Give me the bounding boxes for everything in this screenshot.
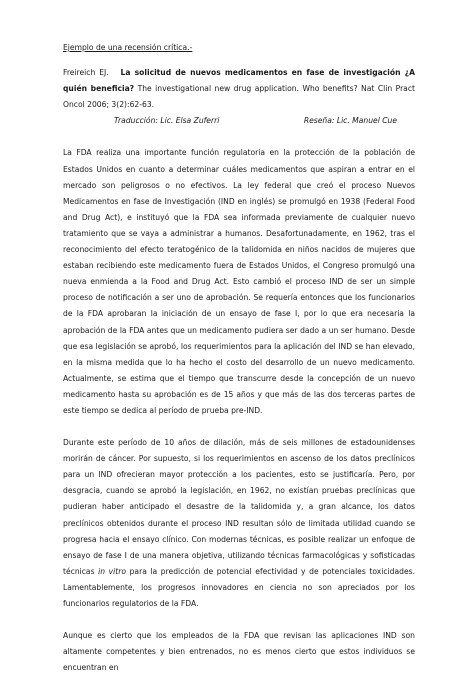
paragraph-2-italic: in vitro (98, 566, 126, 576)
citation (63, 65, 415, 113)
paragraph-2 (63, 435, 415, 612)
citation-author: Freireich EJ. (63, 68, 109, 78)
document-page (63, 40, 415, 676)
paragraph-2-text-b: para la predicción de potencial efectividad y de potenciales toxicidades. Lamentablemente, los progresos innovadores en ciencia no son apreciados por los funcionarios regulatorios de la FDA. (63, 566, 416, 608)
citation-reference: The investigational new drug application. Who benefits? Nat Clin Pract Oncol 2006; 3(2):62-63. (63, 84, 415, 110)
document-heading: Ejemplo de una recensión crítica.- (63, 43, 193, 52)
paragraph-3: Aunque es cierto que los empleados de la FDA que revisan las aplicaciones IND son altamente competentes y bien entrenados, no es menos cierto que estos individuos se encuentran en (63, 631, 415, 673)
review-credit: Reseña: Lic. Manuel Cue (303, 116, 397, 126)
citation-title: La solicitud de nuevos medicamentos en fase de investigación ¿A quién beneficia? (63, 68, 415, 94)
paragraph-2-text-a: Durante este período de 10 años de dilación, más de seis millones de estadounidenses morirán de cáncer. Por supuesto, si los requerimientos en ascenso de los datos preclínicos para un IND ofrecieran mayor protección a los pacientes, esto se justificaría. Pero, por desgracia, cuando se aprobó la legislación, en 1962, no existían pruebas preclínicas que pudieran haber anticipado el desastre de la talidomida y, a gran alcance, los datos preclínicos obtenidos durante el proceso IND resultan sólo de limitada utilidad cuando se progresa hacia el ensayo clínico. Con modernas técnicas, es posible realizar un enfoque de ensayo de fase I de una manera objetiva, utilizando técnicas farmacológicas y sofisticadas técnicas (63, 438, 415, 576)
paragraph-1: La FDA realiza una importante función regulatoria en la protección de la población de Estados Unidos en cuanto a determinar cuáles medicamentos que aspiran a entrar en el mercado son peligrosos o no efectivos. La ley federal que creó el proceso Nuevos Medicamentos en fase de Investigación (IND en inglés) se promulgó en 1938 (Federal Food and Drug Act), e instituyó que la FDA sea informada previamente de cualquier nuevo tratamiento que se vaya a administrar a humanos. Desafortunadamente, en 1962, tras el reconocimiento del efecto teratogénico de la talidomida en niños nacidos de mujeres que estaban recibiendo este medicamento fuera de Estados Unidos, el Congreso promulgó una nueva enmienda a la Food and Drug Act. Esto cambió el proceso IND de ser un simple proceso de notificación a ser uno de aprobación. Se requería entonces que los funcionarios de la FDA aprobaran la iniciación de un ensayo de fase I, por lo que era necesaria la aprobación de la FDA antes que un medicamento pudiera ser dado a un ser humano. Desde que esa legislación se aprobó, los requerimientos para la aplicación del IND se han elevado, en la misma medida que lo ha hecho el costo del desarrollo de un nuevo medicamento. Actualmente, se estima que el tiempo que transcurre desde la concepción de un nuevo medicamento hasta su aprobación es de 15 años y que más de las dos terceras partes de este tiempo se dedica al período de prueba pre-IND. (63, 148, 415, 415)
translation-credit: Traducción: Lic. Elsa Zuferri (114, 116, 220, 126)
credits-line (63, 113, 415, 129)
